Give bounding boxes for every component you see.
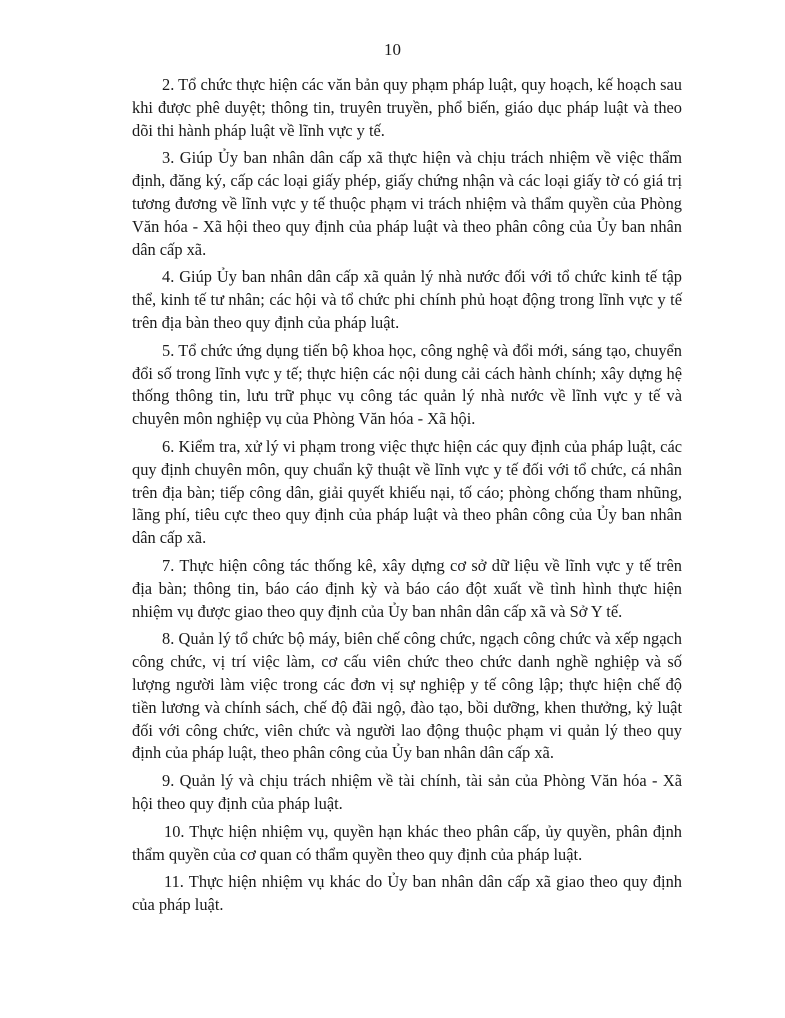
paragraph-item-6: 6. Kiểm tra, xử lý vi phạm trong việc thực hiện các quy định của pháp luật, các quy định chuyên môn, quy chuẩn kỹ thuật về lĩnh vực y tế đối với tổ chức, cá nhân trên địa bàn; tiếp công dân, giải quyết khiếu nại, tố cáo; phòng chống tham nhũng, lãng phí, tiêu cực theo quy định của pháp luật và theo phân công của Ủy ban nhân dân cấp xã. — [132, 436, 682, 548]
paragraph-item-11: 11. Thực hiện nhiệm vụ khác do Ủy ban nhân dân cấp xã giao theo quy định của pháp luật. — [132, 872, 682, 915]
paragraph-item-9: 9. Quản lý và chịu trách nhiệm về tài chính, tài sản của Phòng Văn hóa - Xã hội theo quy định của pháp luật. — [132, 771, 682, 813]
paragraph-item-2: 2. Tổ chức thực hiện các văn bản quy phạm pháp luật, quy hoạch, kế hoạch sau khi được phê duyệt; thông tin, truyên truyền, phổ biến, giáo dục pháp luật và theo dõi thi hành pháp luật về lĩnh vực y tế. — [132, 75, 682, 140]
paragraph-item-5: 5. Tổ chức ứng dụng tiến bộ khoa học, công nghệ và đổi mới, sáng tạo, chuyển đổi số trong lĩnh vực y tế; thực hiện các nội dung cải cách hành chính; xây dựng hệ thống thông tin, lưu trữ phục vụ công tác quản lý nhà nước về lĩnh vực y tế và chuyên môn nghiệp vụ của Phòng Văn hóa - Xã hội. — [132, 340, 682, 429]
paragraph-item-7: 7. Thực hiện công tác thống kê, xây dựng cơ sở dữ liệu về lĩnh vực y tế trên địa bàn; thông tin, báo cáo định kỳ và báo cáo đột xuất về tình hình thực hiện nhiệm vụ được giao theo quy định của Ủy ban nhân dân cấp xã và Sở Y tế. — [132, 555, 682, 621]
page-number: 10 — [384, 40, 401, 59]
paragraph-item-8: 8. Quản lý tổ chức bộ máy, biên chế công chức, ngạch công chức và xếp ngạch công chức, vị trí việc làm, cơ cấu viên chức theo chức danh nghề nghiệp và số lượng người làm việc trong các đơn vị sự nghiệp y tế công lập; thực hiện chế độ tiền lương và chính sách, chế độ đãi ngộ, đào tạo, bồi dưỡng, khen thưởng, kỷ luật đối với công chức, viên chức và người lao động thuộc phạm vi quản lý theo quy định của pháp luật, theo phân công của Ủy ban nhân dân cấp xã. — [132, 629, 682, 763]
paragraph-item-10: 10. Thực hiện nhiệm vụ, quyền hạn khác theo phân cấp, ủy quyền, phân định thẩm quyền của cơ quan có thẩm quyền theo quy định của pháp luật. — [132, 821, 682, 864]
document-body — [132, 74, 682, 922]
paragraph-item-4: 4. Giúp Ủy ban nhân dân cấp xã quản lý nhà nước đối với tổ chức kinh tế tập thể, kinh tế tư nhân; các hội và tổ chức phi chính phủ hoạt động trong lĩnh vực y tế trên địa bàn theo quy định của pháp luật. — [132, 267, 682, 332]
paragraph-item-3: 3. Giúp Ủy ban nhân dân cấp xã thực hiện và chịu trách nhiệm về việc thẩm định, đăng ký, cấp các loại giấy phép, giấy chứng nhận và các loại giấy tờ có giá trị tương đương về lĩnh vực y tế thuộc phạm vi trách nhiệm và thẩm quyền của Phòng Văn hóa - Xã hội theo quy định của pháp luật và theo phân công của Ủy ban nhân dân cấp xã. — [132, 148, 682, 259]
